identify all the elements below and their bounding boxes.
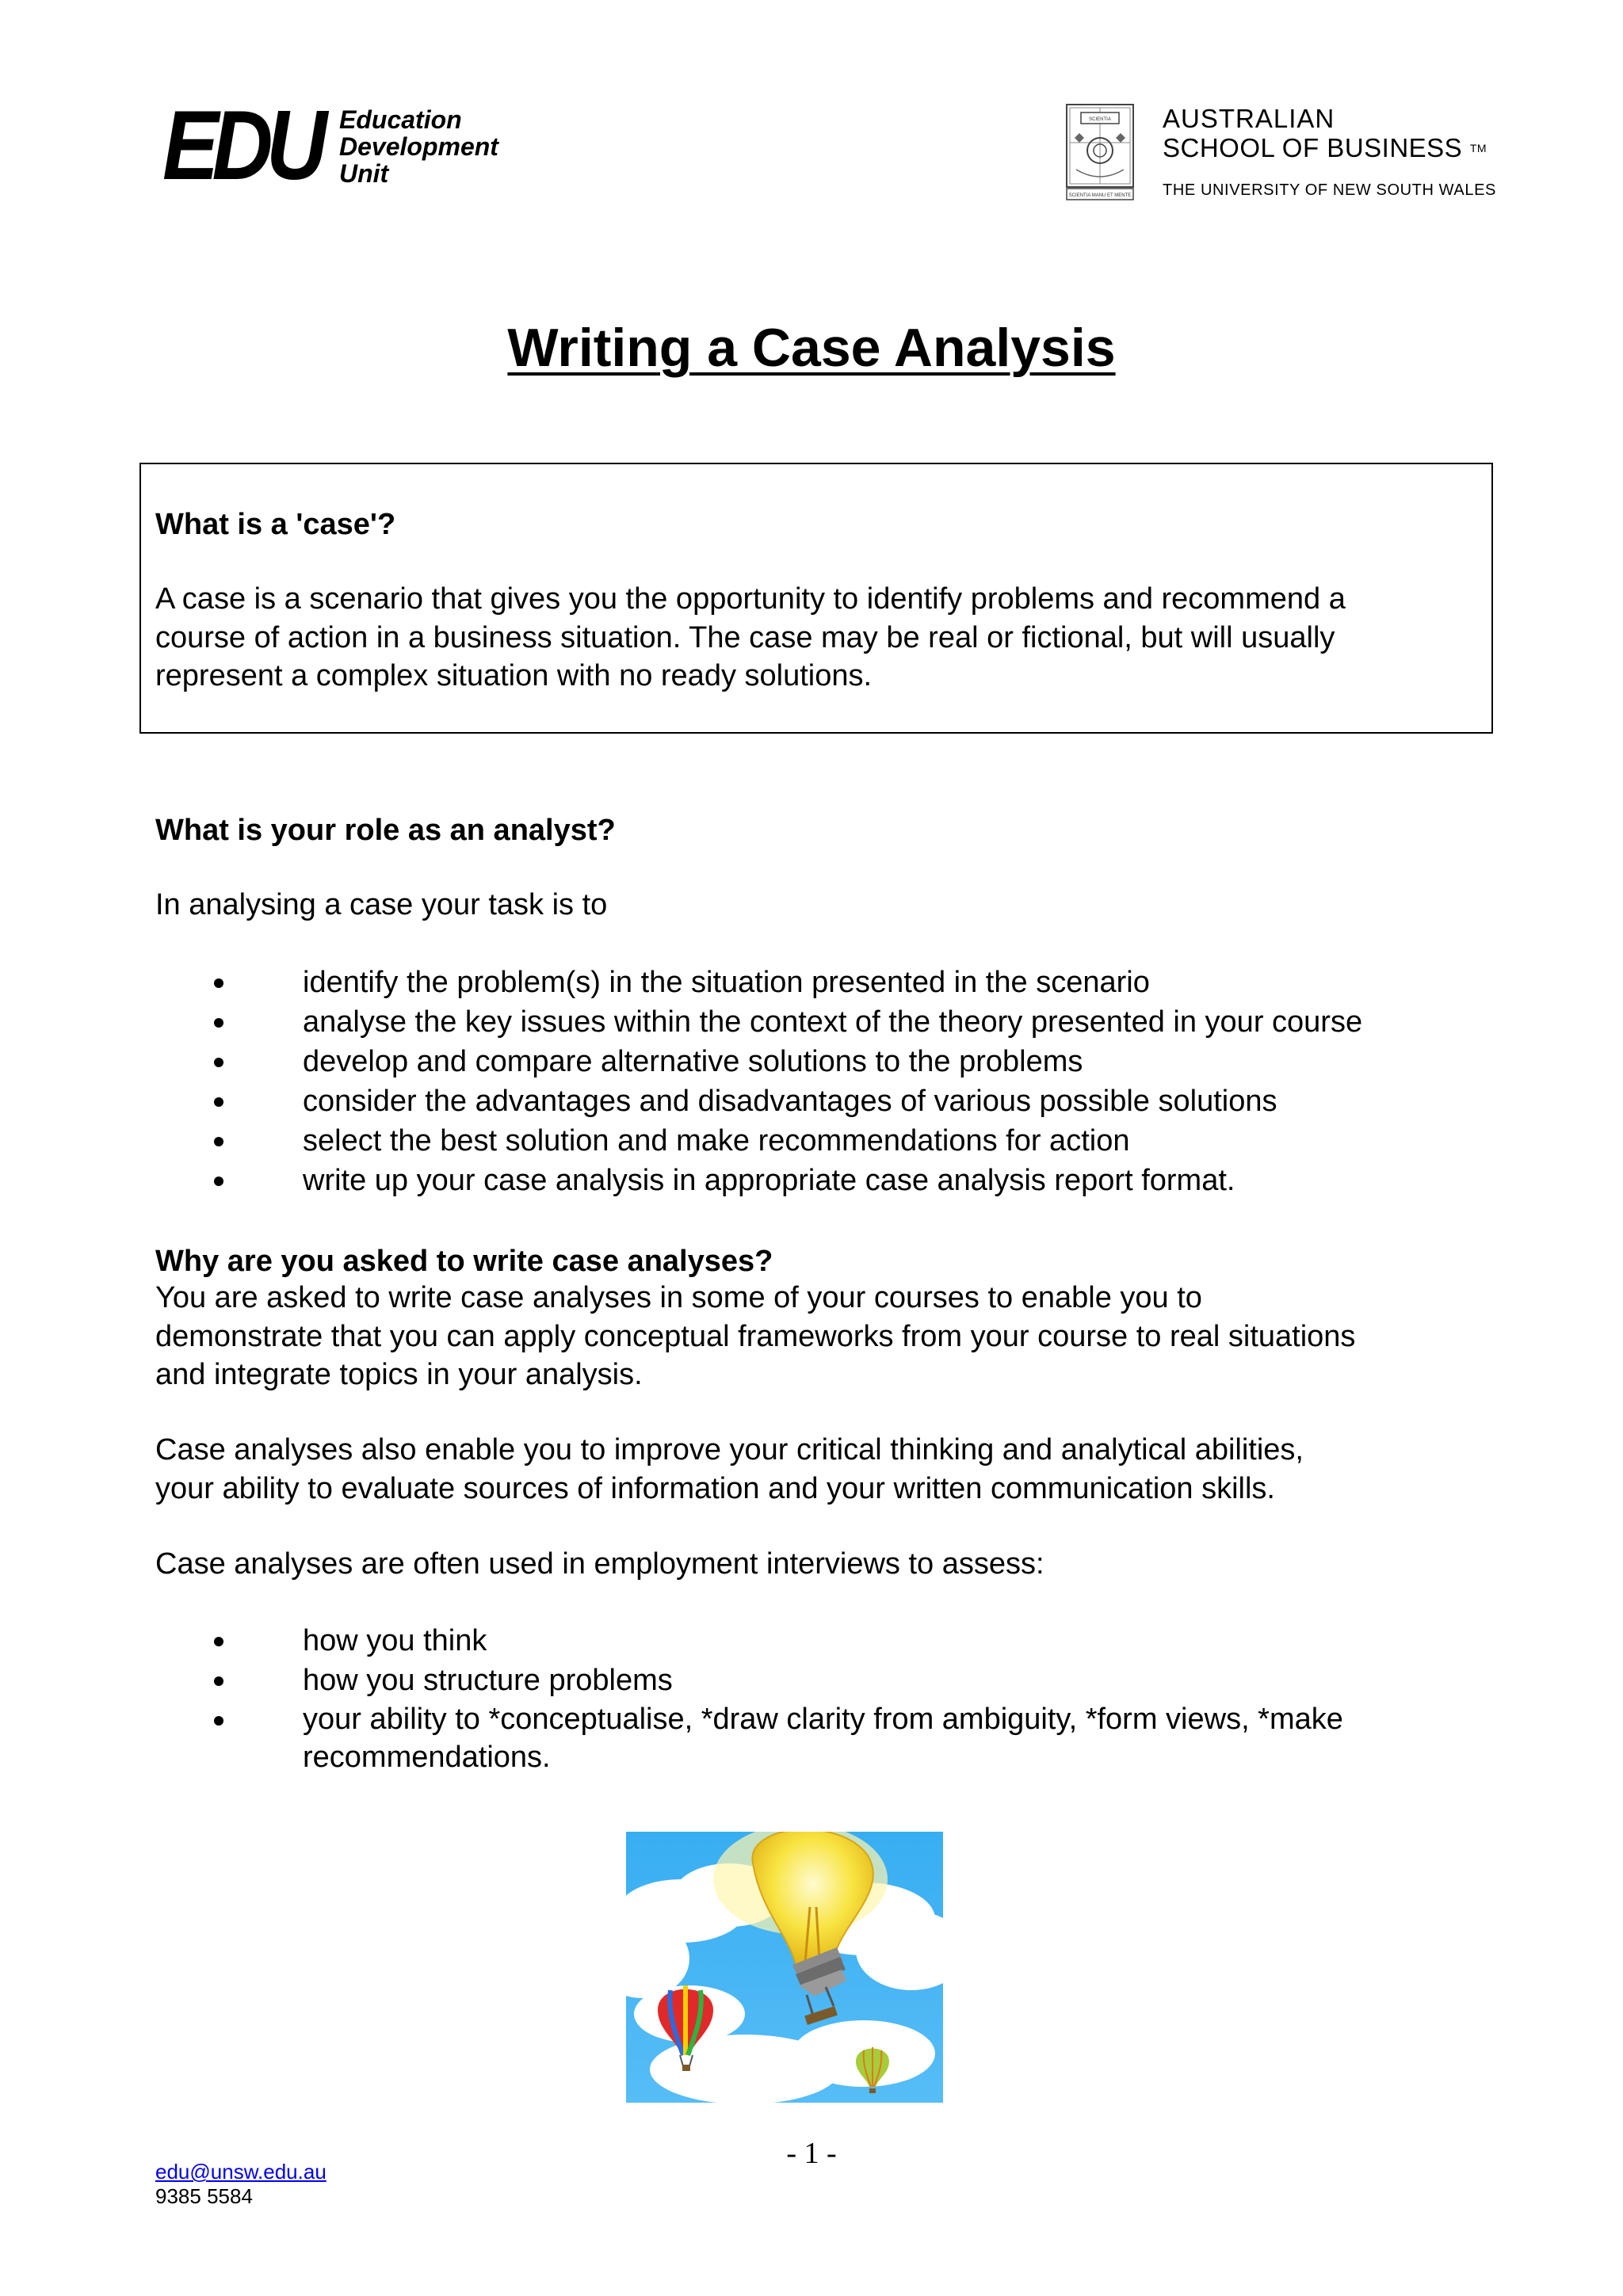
list-item-text: identify the problem(s) in the situation presented in the scenario bbox=[303, 966, 1150, 999]
asb-trademark: TM bbox=[1469, 142, 1487, 154]
paragraph-line: demonstrate that you can apply conceptual frameworks from your course to real situations bbox=[155, 1319, 1356, 1353]
bullet-icon bbox=[214, 1676, 223, 1686]
case-definition bbox=[155, 580, 1346, 696]
why-paragraph-1 bbox=[155, 1279, 1355, 1394]
why-heading: Why are you asked to write case analyses? bbox=[155, 1245, 773, 1278]
list-item-text: your ability to *conceptualise, *draw clarity from ambiguity, *form views, *make bbox=[303, 1703, 1343, 1736]
role-intro: In analysing a case your task is to bbox=[155, 888, 608, 921]
paragraph-line: and integrate topics in your analysis. bbox=[155, 1358, 643, 1391]
list-item bbox=[155, 963, 1503, 1002]
page-title: Writing a Case Analysis bbox=[507, 318, 1116, 378]
list-item bbox=[155, 1081, 1503, 1121]
bullet-icon bbox=[214, 1018, 223, 1028]
list-item-text: how you think bbox=[303, 1624, 487, 1657]
list-item-text: develop and compare alternative solutions to the problems bbox=[303, 1045, 1083, 1078]
interview-assess-list bbox=[155, 1621, 1503, 1776]
why-paragraph-3: Case analyses are often used in employment interviews to assess: bbox=[155, 1547, 1044, 1581]
list-item bbox=[155, 1621, 1503, 1661]
asb-logo-line-2 bbox=[1163, 134, 1487, 162]
edu-logo-line-1: Education bbox=[339, 105, 462, 134]
list-item bbox=[155, 1661, 1503, 1700]
list-item bbox=[155, 1002, 1503, 1042]
case-line: represent a complex situation with no ready solutions. bbox=[155, 659, 873, 692]
bullet-icon bbox=[214, 1177, 223, 1186]
case-heading: What is a 'case'? bbox=[155, 508, 396, 541]
role-heading: What is your role as an analyst? bbox=[155, 814, 616, 847]
why-paragraph-2 bbox=[155, 1431, 1304, 1508]
edu-logo bbox=[162, 91, 498, 200]
paragraph-line: Case analyses also enable you to improve your critical thinking and analytical abilities, bbox=[155, 1433, 1304, 1466]
bullet-icon bbox=[214, 1097, 223, 1107]
case-line: A case is a scenario that gives you the opportunity to identify problems and recommend a bbox=[155, 582, 1346, 616]
list-item-text: analyse the key issues within the context of the theory presented in your course bbox=[303, 1005, 1363, 1039]
list-item-text: consider the advantages and disadvantages of various possible solutions bbox=[303, 1085, 1277, 1118]
paragraph-line: You are asked to write case analyses in some of your courses to enable you to bbox=[155, 1281, 1202, 1314]
bullet-icon bbox=[214, 1637, 223, 1646]
list-item-text: select the best solution and make recommendations for action bbox=[303, 1124, 1130, 1158]
asb-logo-line-3: THE UNIVERSITY OF NEW SOUTH WALES bbox=[1163, 181, 1496, 199]
list-item-text: write up your case analysis in appropriate case analysis report format. bbox=[303, 1164, 1235, 1197]
edu-logo-line-2: Development bbox=[339, 132, 498, 161]
bullet-icon bbox=[214, 978, 223, 988]
list-item bbox=[155, 1161, 1503, 1200]
list-item bbox=[155, 1042, 1503, 1081]
lightbulb-balloons-illustration bbox=[626, 1832, 943, 2103]
bullet-icon bbox=[214, 1716, 223, 1726]
role-task-list bbox=[155, 963, 1503, 1200]
list-item bbox=[155, 1700, 1503, 1776]
email-link[interactable]: edu@unsw.edu.au bbox=[155, 2160, 327, 2183]
edu-logo-mark: EDU bbox=[162, 91, 321, 200]
list-item-text-continued: recommendations. bbox=[303, 1741, 551, 1774]
list-item-text: how you structure problems bbox=[303, 1664, 673, 1697]
crest-book-text: SCIENTIA bbox=[1089, 117, 1111, 122]
paragraph-line: your ability to evaluate sources of information and your written communication skills. bbox=[155, 1471, 1275, 1505]
crest-motto-text: SCIENTIA MANU ET MENTE bbox=[1068, 193, 1132, 198]
case-line: course of action in a business situation. The case may be real or fictional, but will usually bbox=[155, 620, 1335, 654]
unsw-crest-icon bbox=[1065, 103, 1135, 201]
list-item bbox=[155, 1121, 1503, 1161]
bullet-icon bbox=[214, 1058, 223, 1067]
asb-logo-line-2-text: SCHOOL OF BUSINESS bbox=[1163, 133, 1463, 162]
phone-number: 9385 5584 bbox=[155, 2184, 253, 2208]
page-number: - 1 - bbox=[786, 2137, 837, 2170]
asb-logo-line-1: AUSTRALIAN bbox=[1163, 104, 1335, 133]
bullet-icon bbox=[214, 1137, 223, 1146]
edu-logo-line-3: Unit bbox=[339, 159, 389, 188]
